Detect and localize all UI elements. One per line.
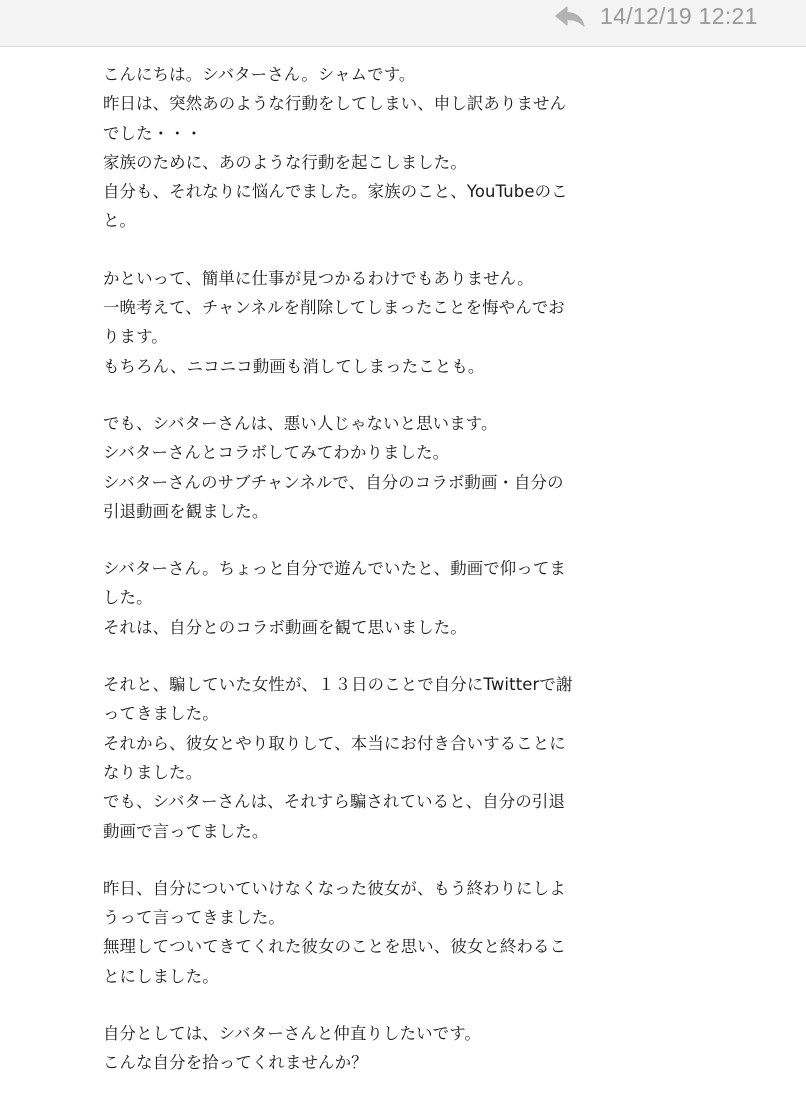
message-line: とにしました。 [103,966,219,986]
message-line: シバターさんのサブチャンネルで、自分のコラボ動画・自分の [103,472,564,492]
message-line: うって言ってきました。 [103,908,285,928]
message-paragraph [103,874,623,991]
message-line: でも、シバターさんは、それすら騙されていると、自分の引退 [103,792,565,812]
message-line: もちろん、ニコニコ動画も消してしまったことも。 [103,356,485,376]
message-paragraph [103,60,623,236]
message-line: それと、騙していた女性が、１３日のことで自分にTwitterで謝 [103,675,573,695]
message-line: 自分としては、シバターさんと仲直りしたいです。 [103,1024,481,1044]
message-paragraph [103,409,623,526]
message-line: と。 [103,211,137,231]
message-line: こんにちは。シバターさん。シャムです。 [103,65,416,84]
message-paragraph [103,264,623,381]
message-line: 動画で言ってました。 [103,821,269,841]
message-line: 自分も、それなりに悩んでました。家族のこと、YouTubeのこ [103,182,568,202]
message-line: ってきました。 [103,704,219,724]
message-line: ります。 [103,327,168,347]
message-body [103,60,623,1106]
message-line: した。 [103,588,153,608]
message-line: でも、シバターさんは、悪い人じゃないと思います。 [103,413,498,433]
message-line: シバターさん。ちょっと自分で遊んでいたと、動画で仰ってま [103,559,566,579]
message-line: こんな自分を拾ってくれませんか？ [103,1053,368,1073]
message-header-bar [0,0,806,47]
message-timestamp: 14/12/19 12:21 [600,3,758,29]
message-line: 一晩考えて、チャンネルを削除してしまったことを悔やんでお [103,298,565,318]
message-paragraph [103,554,623,642]
message-line: それから、彼女とやり取りして、本当にお付き合いすることに [103,733,566,753]
message-line: 家族のために、あのような行動を起こしました。 [103,152,467,172]
message-line: 昨日は、突然あのような行動をしてしまい、申し訳ありません [103,94,567,114]
message-line: シバターさんとコラボしてみてわかりました。 [103,443,450,463]
message-line: かといって、簡単に仕事が見つかるわけでもありません。 [103,268,534,288]
message-line: なりました。 [103,762,203,782]
message-paragraph [103,1019,623,1078]
message-line: 無理してついてきてくれた彼女のことを思い、彼女と終わるこ [103,937,567,957]
message-line: それは、自分とのコラボ動画を観て思いました。 [103,617,467,637]
message-line: 昨日、自分についていけなくなった彼女が、もう終わりにしよ [103,878,566,898]
reply-arrow-icon[interactable] [553,4,587,30]
message-line: でした・・・ [103,123,203,143]
message-line: 引退動画を観ました。 [103,501,269,521]
message-paragraph [103,670,623,846]
